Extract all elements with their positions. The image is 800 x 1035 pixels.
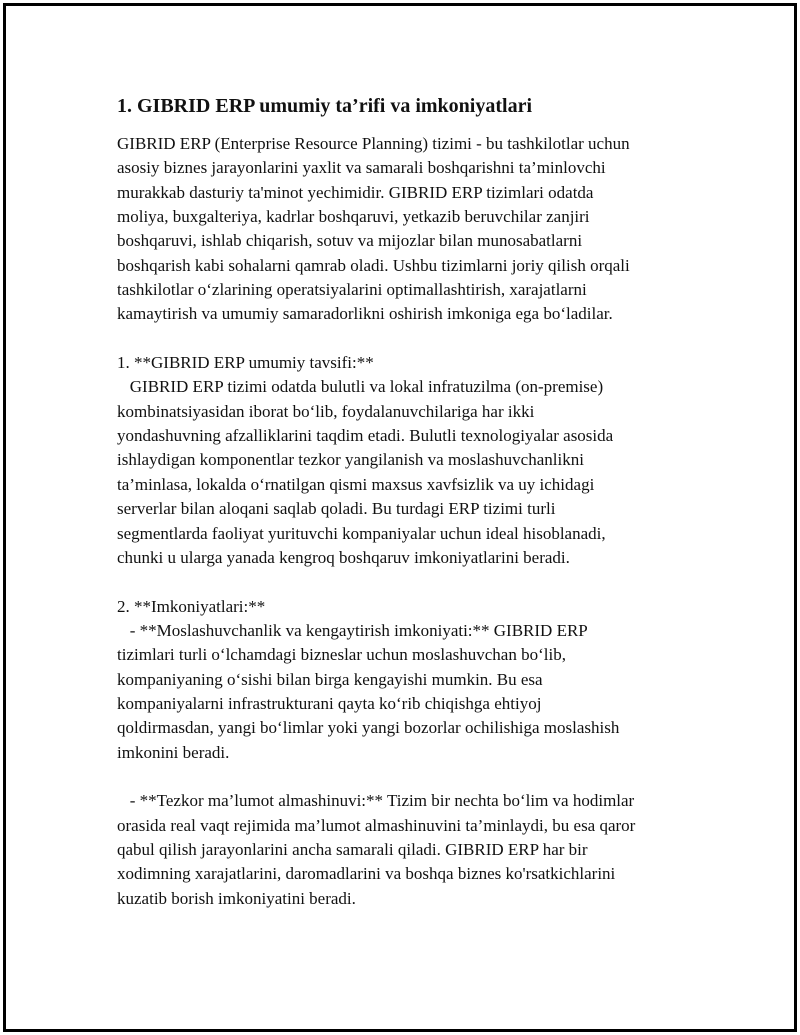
intro-line: boshqaruvi, ishlab chiqarish, sotuv va mijozlar bilan munosabatlarni: [117, 231, 583, 251]
section-heading: 1. GIBRID ERP umumiy ta’rifi va imkoniyatlari: [117, 95, 533, 117]
overview-line: ta’minlasa, lokalda o‘rnatilgan qismi maxsus xavfsizlik va uy ichidagi: [117, 474, 595, 494]
data-exchange-line: kuzatib borish imkoniyatini beradi.: [117, 888, 356, 908]
data-exchange-line: - **Tezkor ma’lumot almashinuvi:** Tizim bir nechta bo‘lim va hodimlar: [117, 791, 635, 811]
overview-paragraph: [117, 351, 692, 570]
intro-line: moliya, buxgalteriya, kadrlar boshqaruvi, yetkazib beruvchilar zanjiri: [117, 207, 590, 227]
overview-line: kombinatsiyasidan iborat bo‘lib, foydalanuvchilariga har ikki: [117, 401, 535, 421]
data-exchange-line: orasida real vaqt rejimida ma’lumot almashinuvini ta’minlaydi, bu esa qaror: [117, 815, 636, 835]
intro-line: kamaytirish va umumiy samaradorlikni oshirish imkoniga ega bo‘ladilar.: [117, 304, 613, 324]
capabilities-line: qoldirmasdan, yangi bo‘limlar yoki yangi bozorlar ochilishiga moslashish: [117, 718, 620, 738]
capabilities-line: 2. **Imkoniyatlari:**: [117, 596, 266, 616]
capabilities-line: tizimlari turli o‘lchamdagi bizneslar uchun moslashuvchan bo‘lib,: [117, 645, 566, 665]
data-exchange-paragraph: [117, 789, 692, 911]
overview-line: yondashuvning afzalliklarini taqdim etadi. Bulutli texnologiyalar asosida: [117, 426, 614, 446]
capabilities-paragraph: [117, 595, 692, 765]
overview-line: ishlaydigan komponentlar tezkor yangilanish va moslashuvchanlikni: [117, 450, 584, 470]
overview-line: GIBRID ERP tizimi odatda bulutli va lokal infratuzilma (on-premise): [117, 377, 604, 397]
paragraph-gap: [117, 327, 692, 351]
overview-line: chunki u ularga yanada kengroq boshqaruv imkoniyatlarini beradi.: [117, 547, 570, 567]
intro-line: tashkilotlar o‘zlarining operatsiyalarini optimallashtirish, xarajatlarni: [117, 280, 587, 300]
intro-line: boshqarish kabi sohalarni qamrab oladi. Ushbu tizimlarni joriy qilish orqali: [117, 255, 630, 275]
overview-line: segmentlarda faoliyat yurituvchi kompaniyalar uchun ideal hisoblanadi,: [117, 523, 606, 543]
document-body: [117, 92, 692, 911]
intro-line: murakkab dasturiy ta'minot yechimidir. GIBRID ERP tizimlari odatda: [117, 182, 594, 202]
overview-line: 1. **GIBRID ERP umumiy tavsifi:**: [117, 353, 374, 373]
capabilities-line: imkonini beradi.: [117, 742, 230, 762]
intro-line: GIBRID ERP (Enterprise Resource Planning) tizimi - bu tashkilotlar uchun: [117, 134, 630, 153]
paragraph-gap: [117, 570, 692, 594]
intro-paragraph: [117, 132, 692, 327]
intro-line: asosiy biznes jarayonlarini yaxlit va samarali boshqarishni ta’minlovchi: [117, 158, 606, 178]
capabilities-line: kompaniyaning o‘sishi bilan birga kengayishi mumkin. Bu esa: [117, 669, 543, 689]
capabilities-line: kompaniyalarni infrastrukturani qayta ko‘rib chiqishga ehtiyoj: [117, 693, 542, 713]
paragraph-gap: [117, 765, 692, 789]
data-exchange-line: xodimning xarajatlarini, daromadlarini va boshqa biznes ko'rsatkichlarini: [117, 864, 616, 884]
overview-line: serverlar bilan aloqani saqlab qoladi. Bu turdagi ERP tizimi turli: [117, 499, 556, 519]
data-exchange-line: qabul qilish jarayonlarini ancha samarali qiladi. GIBRID ERP har bir: [117, 839, 588, 859]
capabilities-line: - **Moslashuvchanlik va kengaytirish imkoniyati:** GIBRID ERP: [117, 620, 588, 640]
